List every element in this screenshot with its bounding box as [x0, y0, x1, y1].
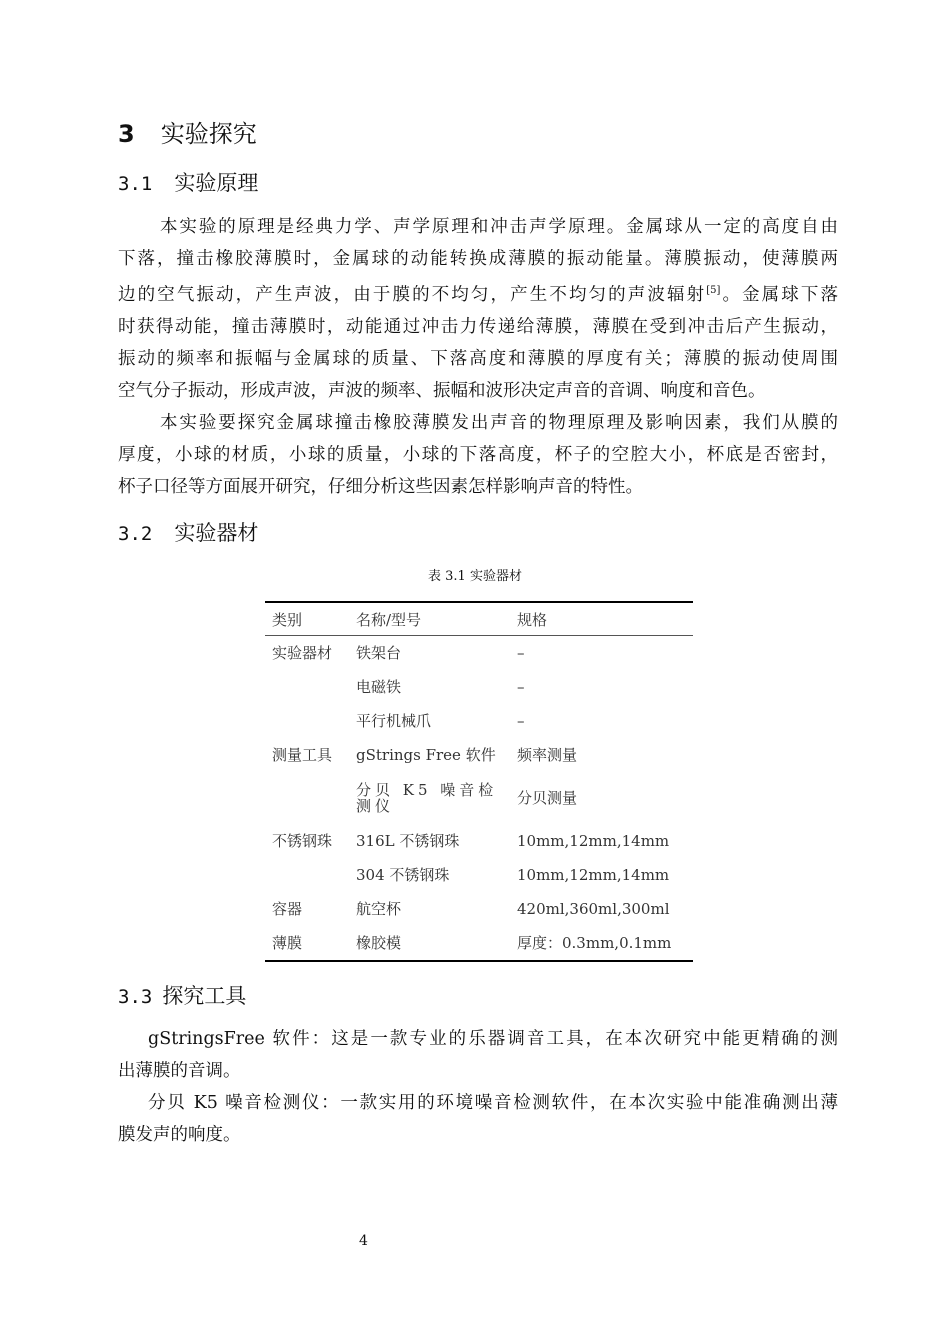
- table-cell: –: [517, 644, 525, 662]
- table-cell: [265, 772, 349, 824]
- table-cell: 测量工具: [272, 746, 333, 764]
- table-header-row: [265, 602, 693, 636]
- table-cell: 铁架台: [356, 644, 402, 662]
- paragraph-principle: [118, 211, 838, 503]
- section-number: 3: [118, 120, 135, 148]
- text-line: 时获得动能，撞击薄膜时，动能通过冲击力传递给薄膜，薄膜在受到冲击后产生振动，: [118, 316, 838, 337]
- table-cell: 实验器材: [272, 644, 333, 662]
- column-header: 名称/型号: [349, 602, 510, 636]
- table-row: [265, 926, 693, 961]
- text-line: 本实验的原理是经典力学、声学原理和冲击声学原理。金属球从一定的高度自由: [160, 217, 838, 237]
- table-row: [265, 670, 693, 704]
- table-cell: 厚度：0.3mm,0.1mm: [517, 934, 672, 952]
- text-line: gStringsFree 软件：这是一款专业的乐器调音工具，在本次研究中能更精确的测: [148, 1029, 838, 1049]
- subsection-title: 实验器材: [174, 521, 259, 545]
- section-heading: [118, 114, 257, 149]
- table-cell: 304 不锈钢珠: [356, 866, 450, 884]
- text-line: 振动的频率和振幅与金属球的质量、下落高度和薄膜的厚度有关；薄膜的振动使周围: [118, 348, 838, 369]
- table-cell: 容器: [272, 900, 303, 918]
- table-row: [265, 824, 693, 858]
- section-title: 实验探究: [160, 120, 257, 148]
- text-span: 。金属球下落: [720, 284, 838, 305]
- text-line: 空气分子振动，形成声波，声波的频率、振幅和波形决定声音的音调、响度和音色。: [118, 380, 766, 401]
- table-cell: 不锈钢珠: [272, 832, 333, 850]
- table-row: [265, 738, 693, 772]
- text-line: 出薄膜的音调。: [118, 1061, 241, 1081]
- table-cell: 航空杯: [356, 900, 402, 918]
- subsection-number: 3.2: [118, 523, 153, 545]
- subsection-title: 实验原理: [174, 171, 259, 195]
- equipment-table: [265, 601, 693, 962]
- citation-ref[interactable]: [5]: [706, 285, 721, 296]
- table-cell: [265, 858, 349, 892]
- table-cell: [265, 670, 349, 704]
- table-cell: gStrings Free 软件: [356, 746, 496, 764]
- table-cell: 分贝测量: [517, 789, 578, 807]
- subsection-heading-3-1: [118, 167, 258, 197]
- table-cell: 10mm,12mm,14mm: [517, 832, 670, 850]
- table-cell: 分贝 K5 噪音检测仪: [356, 781, 498, 815]
- subsection-number: 3.3: [118, 986, 153, 1008]
- column-header: 类别: [265, 602, 349, 636]
- table-cell: –: [517, 678, 525, 696]
- text-line: 膜发声的响度。: [118, 1125, 241, 1145]
- text-line: 厚度，小球的材质，小球的质量，小球的下落高度，杯子的空腔大小，杯底是否密封，: [118, 444, 838, 465]
- page-number: 4: [359, 1233, 368, 1249]
- text-span: 边的空气振动，产生声波，由于膜的不均匀，产生不均匀的声波辐射: [118, 284, 707, 305]
- text-line: [118, 275, 838, 311]
- column-header: 规格: [510, 602, 693, 636]
- table-row: [265, 704, 693, 738]
- text-line: 下落，撞击橡胶薄膜时，金属球的动能转换成薄膜的振动能量。薄膜振动，使薄膜两: [118, 249, 838, 269]
- table-cell: 薄膜: [272, 934, 303, 952]
- subsection-number: 3.1: [118, 173, 153, 195]
- text-line: 本实验要探究金属球撞击橡胶薄膜发出声音的物理原理及影响因素，我们从膜的: [160, 412, 838, 433]
- table-row: [265, 858, 693, 892]
- table-row: [265, 636, 693, 671]
- table-cell: 橡胶模: [356, 934, 402, 952]
- subsection-heading-3-3: [118, 980, 246, 1010]
- table-cell: 10mm,12mm,14mm: [517, 866, 670, 884]
- table-cell: 316L 不锈钢珠: [356, 832, 460, 850]
- table-cell: 电磁铁: [356, 678, 402, 696]
- paragraph-tools: [118, 1023, 838, 1151]
- table-cell: 频率测量: [517, 746, 578, 764]
- table-row: [265, 892, 693, 926]
- table-cell: 420ml,360ml,300ml: [517, 900, 670, 918]
- text-line: 杯子口径等方面展开研究，仔细分析这些因素怎样影响声音的特性。: [118, 476, 643, 497]
- subsection-heading-3-2: [118, 517, 258, 547]
- subsection-title: 探究工具: [162, 984, 247, 1008]
- text-line: 分贝 K5 噪音检测仪：一款实用的环境噪音检测软件，在本次实验中能准确测出薄: [148, 1093, 838, 1113]
- table-cell: [265, 704, 349, 738]
- table-caption: 表 3.1 实验器材: [428, 569, 522, 584]
- table-cell: 平行机械爪: [356, 712, 432, 730]
- table-cell: –: [517, 712, 525, 730]
- table-row: [265, 772, 693, 824]
